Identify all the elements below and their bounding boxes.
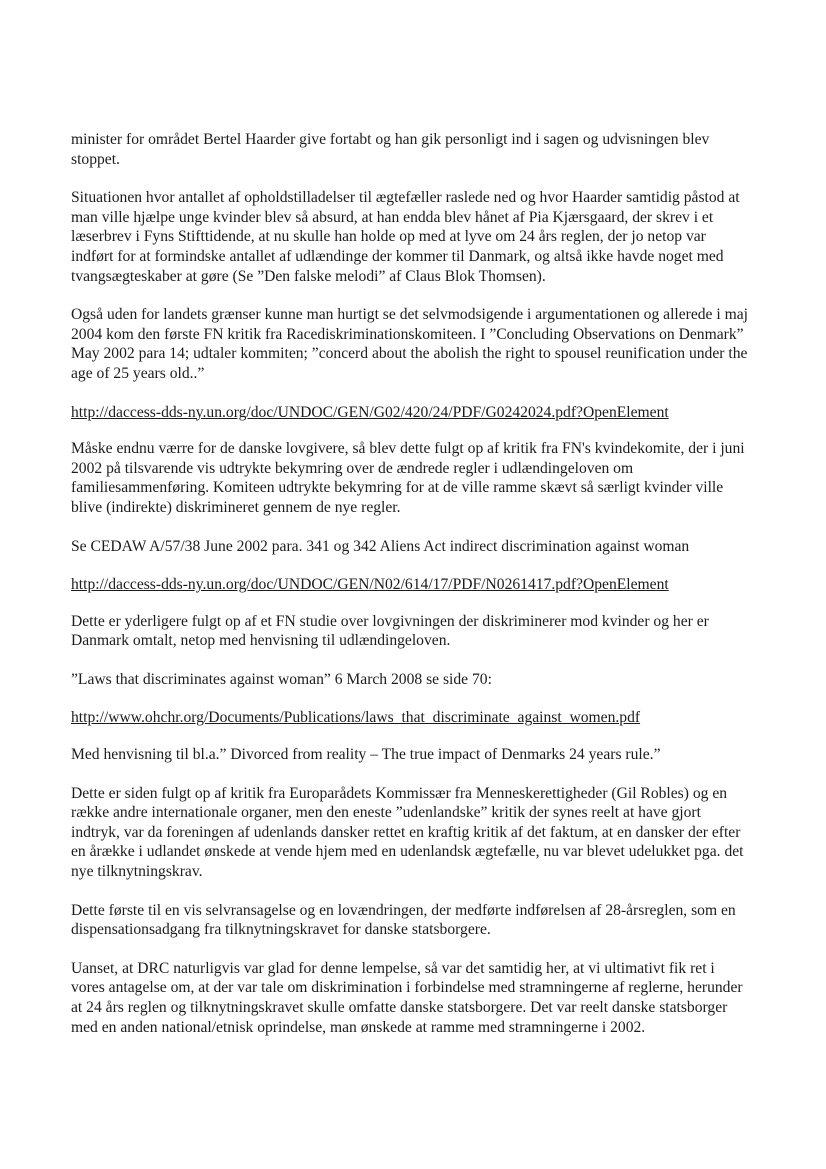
link-un-g0242024[interactable]: http://daccess-dds-ny.un.org/doc/UNDOC/GEN/G02/420/24/PDF/G0242024.pdf?OpenElement: [71, 403, 669, 421]
link-ohchr-laws[interactable]: http://www.ohchr.org/Documents/Publications/laws_that_discriminate_against_women.pdf: [71, 709, 641, 727]
paragraph-council-of-europe: Dette er siden fulgt op af kritik fra Europarådets Kommissær fra Menneskerettigheder (Gil Robles) og en række andre internationale organer, men den eneste ”udenlandske” kritik der synes reelt at have gjort indtryk, var da foreningen af udenlands dansker rettet en kraftig kritik af det faktum, at en dansker der efter en årække i udlandet ønskede at vende hjem med en udenlandsk ægtefælle, nu var blevet udelukket pga. det nye tilknytningskrav.: [71, 784, 744, 881]
paragraph-laws-title: ”Laws that discriminates against woman” 6 March 2008 se side 70:: [71, 670, 492, 688]
document-page: [71, 130, 751, 1056]
link-un-n0261417[interactable]: http://daccess-dds-ny.un.org/doc/UNDOC/GEN/N02/614/17/PDF/N0261417.pdf?OpenElement: [71, 576, 669, 594]
paragraph-cedaw-reference: Se CEDAW A/57/38 June 2002 para. 341 og 342 Aliens Act indirect discrimination against woman: [71, 537, 690, 555]
paragraph-haarder-intervention: minister for området Bertel Haarder give fortabt og han gik personligt ind i sagen og udvisningen blev stoppet.: [71, 131, 710, 168]
paragraph-drc-conclusion: Uanset, at DRC naturligvis var glad for denne lempelse, så var det samtidig her, at vi ultimativt fik ret i vores antagelse om, at der var tale om diskrimination i forbindelse med stramningerne af reglerne, herunder at 24 års reglen og tilknytningskravet skulle omfatte danske statsborgere. Det var reelt danske statsborger med en anden national/etnisk oprindelse, man ønskede at ramme med stramningerne i 2002.: [71, 959, 743, 1036]
paragraph-kjaersgaard-criticism: Situationen hvor antallet af opholdstilladelser til ægtefæller raslede ned og hvor Haarder samtidig påstod at man ville hjælpe unge kvinder blev så absurd, at han endda blev hånet af Pia Kjærsgaard, der skrev i et læserbrev i Fyns Stifttidende, at nu skulle han holde op med at lyve om 24 års reglen, der jo netop var indført for at formindske antallet af udlændinge der kommer til Danmark, og altså ikke havde noget med tvangsægteskaber at gøre (Se ”Den falske melodi” af Claus Blok Thomsen).: [71, 189, 740, 285]
paragraph-un-study: Dette er yderligere fulgt op af et FN studie over lovgivningen der diskriminerer mod kvinder og her er Danmark omtalt, netop med henvisning til udlændingeloven.: [71, 612, 709, 650]
paragraph-divorced-reference: Med henvisning til bl.a.” Divorced from reality – The true impact of Denmarks 24 years rule.”: [71, 746, 661, 764]
paragraph-un-race-committee: Også uden for landets grænser kunne man hurtigt se det selvmodsigende i argumentationen og allerede i maj 2004 kom den første FN kritik fra Racediskriminationskomiteen. I ”Concluding Observations on Denmark” May 2002 para 14; udtaler kommiten; ”concerd about the abolish the right to spousel reunification under the age of 25 years old..”: [71, 306, 748, 382]
paragraph-28-year-rule: Dette første til en vis selvransagelse og en lovændringen, der medførte indførelsen af 28-årsreglen, som en dispensationsadgang fra tilknytningskravet for danske statsborgere.: [71, 901, 736, 939]
paragraph-un-women-committee: Måske endnu værre for de danske lovgivere, så blev dette fulgt op af kritik fra FN's kvindekomite, der i juni 2002 på tilsvarende vis udtrykte bekymring over de ændrede regler i udlændingeloven om familiesammenføring. Komiteen udtrykte bekymring for at de ville ramme skævt så særligt kvinder ville blive (indirekte) diskrimineret gennem de nye regler.: [71, 440, 745, 516]
